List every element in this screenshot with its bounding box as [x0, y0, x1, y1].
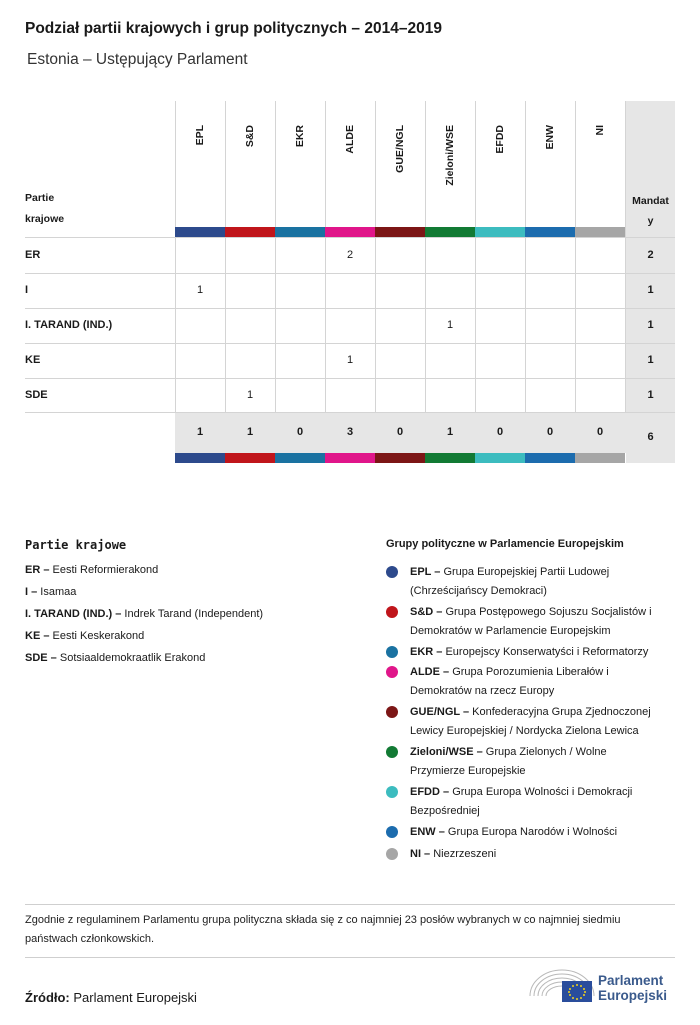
column-sum: 0: [596, 426, 604, 438]
group-color-bar: [325, 453, 375, 463]
column-header-label: GUE/NGL: [394, 125, 406, 173]
column-header-label: EFDD: [494, 125, 506, 154]
column-header-label: EKR: [294, 125, 306, 148]
column-sum: 1: [196, 426, 204, 438]
dash-separator: –: [473, 746, 486, 758]
group-name: Niezrzeszeni: [433, 848, 497, 860]
row-label: SDE: [25, 389, 48, 401]
group-color-bar: [375, 453, 425, 463]
party-name: Isamaa: [40, 586, 77, 598]
footnote: Zgodnie z regulaminem Parlamentu grupa polityczna składa się z co najmniej 23 posłów wybranych w co najmniej siedmiu państwach członkowskich.: [25, 914, 621, 945]
page-subtitle: Estonia – Ustępujący Parlament: [27, 51, 248, 68]
national-party-item: [25, 586, 76, 598]
row-divider: [25, 237, 675, 238]
row-total: 1: [647, 284, 654, 296]
dash-separator: –: [421, 848, 434, 860]
group-abbr: EKR: [410, 646, 434, 658]
group-abbr: S&D: [410, 606, 434, 618]
row-label: ER: [25, 249, 41, 261]
dash-separator: –: [433, 646, 446, 658]
row-total: 1: [647, 354, 654, 366]
column-header-label: ALDE: [344, 125, 356, 154]
group-color-dot: [386, 786, 398, 798]
hemicycle-icon: [528, 966, 596, 1006]
group-name: Grupa Europa Narodów i Wolności: [447, 826, 618, 838]
row-total: 1: [647, 319, 654, 331]
column-header-epl: [175, 125, 225, 235]
divider: [25, 957, 675, 958]
group-name-cont: Przymierze Europejskie: [410, 765, 526, 777]
logo-text: Parlament Europejski: [598, 973, 668, 1003]
party-name: Eesti Reformierakond: [52, 564, 159, 576]
group-color-bar: [525, 227, 575, 237]
group-name-cont: Bezpośredniej: [410, 805, 480, 817]
group-name-cont: (Chrześcijańscy Demokraci): [410, 585, 547, 597]
column-header-alde: [325, 125, 375, 235]
group-color-bar: [425, 227, 475, 237]
row-total: 1: [647, 389, 654, 401]
source-value: Parlament Europejski: [73, 990, 197, 1005]
group-legend-item: [410, 643, 680, 662]
national-party-item: [25, 630, 144, 642]
group-legend-item: [410, 663, 680, 701]
group-line: [410, 703, 680, 722]
column-sum: 0: [396, 426, 404, 438]
row-divider: [25, 378, 675, 379]
group-name-cont: Demokratów na rzecz Europy: [410, 685, 555, 697]
dash-separator: –: [435, 826, 448, 838]
row-total: 2: [647, 249, 654, 261]
grand-total: 6: [647, 431, 654, 443]
group-color-bar: [225, 453, 275, 463]
table-cell: 1: [346, 354, 354, 366]
divider: [25, 904, 675, 905]
row-divider: [25, 273, 675, 274]
dash-separator: –: [439, 666, 453, 678]
dash-separator: –: [431, 566, 444, 578]
group-color-dot: [386, 826, 398, 838]
group-color-bar: [575, 227, 625, 237]
group-line: [410, 643, 680, 662]
party-name: Indrek Tarand (Independent): [124, 608, 264, 620]
column-header-s-d: [225, 125, 275, 235]
group-color-dot: [386, 746, 398, 758]
group-color-bar: [175, 453, 225, 463]
source-label: Źródło:: [25, 990, 70, 1005]
group-name-cont: Lewicy Europejskiej / Nordycka Zielona Lewica: [410, 725, 639, 737]
group-abbr: ALDE: [410, 666, 440, 678]
party-abbr: I. TARAND (IND.): [25, 608, 113, 620]
total-header: Mandat y: [632, 195, 669, 227]
row-label: KE: [25, 354, 41, 366]
party-name: Sotsiaaldemokraatlik Erakond: [59, 652, 206, 664]
group-line: [410, 603, 680, 622]
column-sum: 1: [446, 426, 454, 438]
group-name-cont: Demokratów w Parlamencie Europejskim: [410, 625, 611, 637]
national-party-item: [25, 608, 263, 620]
dash-separator: –: [40, 630, 53, 642]
party-abbr: I: [25, 586, 29, 598]
group-abbr: NI: [410, 848, 421, 860]
column-header-label: ENW: [544, 125, 556, 150]
group-legend-item: [410, 563, 680, 601]
row-label: I. TARAND (IND.): [25, 319, 113, 331]
group-legend-item: [410, 743, 680, 781]
party-abbr: SDE: [25, 652, 48, 664]
column-header-label: S&D: [244, 125, 256, 148]
group-color-dot: [386, 666, 398, 678]
group-color-dot: [386, 848, 398, 860]
dash-separator: –: [112, 608, 125, 620]
group-color-bar: [325, 227, 375, 237]
group-color-bar: [275, 227, 325, 237]
page-title: Podział partii krajowych i grup politycznych – 2014–2019: [25, 20, 442, 37]
group-legend-item: [410, 845, 680, 864]
group-color-bar: [525, 453, 575, 463]
column-sum: 1: [246, 426, 254, 438]
group-line: [410, 783, 680, 802]
group-line: [410, 563, 680, 582]
group-legend-item: [410, 703, 680, 741]
group-name: Grupa Postępowego Sojuszu Socjalistów i: [445, 606, 652, 618]
dash-separator: –: [40, 564, 53, 576]
row-divider: [25, 412, 675, 413]
column-header-gue-ngl: [375, 125, 425, 235]
group-line: [410, 663, 680, 682]
column-header-enw: [525, 125, 575, 235]
group-color-bar: [225, 227, 275, 237]
party-abbr: ER: [25, 564, 41, 576]
national-legend-title: Partie krajowe: [25, 538, 127, 552]
group-color-bar: [175, 227, 225, 237]
group-color-bar: [475, 453, 525, 463]
dash-separator: –: [47, 652, 60, 664]
group-name: Grupa Zielonych / Wolne: [485, 746, 607, 758]
column-header-efdd: [475, 125, 525, 235]
group-abbr: Zieloni/WSE: [410, 746, 474, 758]
column-header-label: Zieloni/WSE: [444, 125, 456, 186]
column-sum: 0: [496, 426, 504, 438]
column-sum: 0: [546, 426, 554, 438]
group-line: [410, 823, 680, 842]
group-legend-item: [410, 783, 680, 821]
group-legend-title: Grupy polityczne w Parlamencie Europejskim: [386, 538, 624, 550]
party-abbr: KE: [25, 630, 41, 642]
group-color-bar: [275, 453, 325, 463]
dash-separator: –: [459, 706, 473, 718]
group-color-bar: [575, 453, 625, 463]
parliament-logo: [528, 966, 678, 1006]
group-name: Europejscy Konserwatyści i Reformatorzy: [445, 646, 649, 658]
group-color-dot: [386, 646, 398, 658]
dash-separator: –: [439, 786, 453, 798]
group-abbr: GUE/NGL: [410, 706, 460, 718]
dash-separator: –: [433, 606, 446, 618]
group-abbr: EPL: [410, 566, 432, 578]
group-name: Grupa Europejskiej Partii Ludowej: [443, 566, 610, 578]
group-name: Grupa Europa Wolności i Demokracji: [452, 786, 633, 798]
column-sum: 3: [346, 426, 354, 438]
total-column-background: [626, 101, 675, 463]
row-divider: [25, 308, 675, 309]
group-name: Grupa Porozumienia Liberałów i: [452, 666, 609, 678]
table-cell: 1: [196, 284, 204, 296]
group-abbr: EFDD: [410, 786, 440, 798]
column-header-label: NI: [594, 125, 606, 136]
group-color-dot: [386, 606, 398, 618]
group-name: Konfederacyjna Grupa Zjednoczonej: [472, 706, 651, 718]
group-color-dot: [386, 566, 398, 578]
group-line: [410, 845, 680, 864]
group-line: [410, 743, 680, 762]
row-label: I: [25, 284, 29, 296]
party-name: Eesti Keskerakond: [52, 630, 145, 642]
group-color-bar: [375, 227, 425, 237]
group-color-bar: [425, 453, 475, 463]
table-cell: 1: [246, 389, 254, 401]
column-sum: 0: [296, 426, 304, 438]
group-legend-item: [410, 603, 680, 641]
row-header: Partie krajowe: [25, 192, 65, 225]
column-header-zieloni-wse: [425, 125, 475, 235]
group-abbr: ENW: [410, 826, 436, 838]
row-divider: [25, 343, 675, 344]
national-party-item: [25, 652, 205, 664]
group-color-bar: [475, 227, 525, 237]
source-line: [25, 990, 197, 1005]
group-legend-item: [410, 823, 680, 842]
table-cell: 1: [446, 319, 454, 331]
national-party-item: [25, 564, 158, 576]
group-color-dot: [386, 706, 398, 718]
seat-distribution-table: [25, 101, 675, 463]
column-header-ekr: [275, 125, 325, 235]
column-header-label: EPL: [194, 125, 206, 146]
dash-separator: –: [28, 586, 41, 598]
table-cell: 2: [346, 249, 354, 261]
column-header-ni: [575, 125, 625, 235]
